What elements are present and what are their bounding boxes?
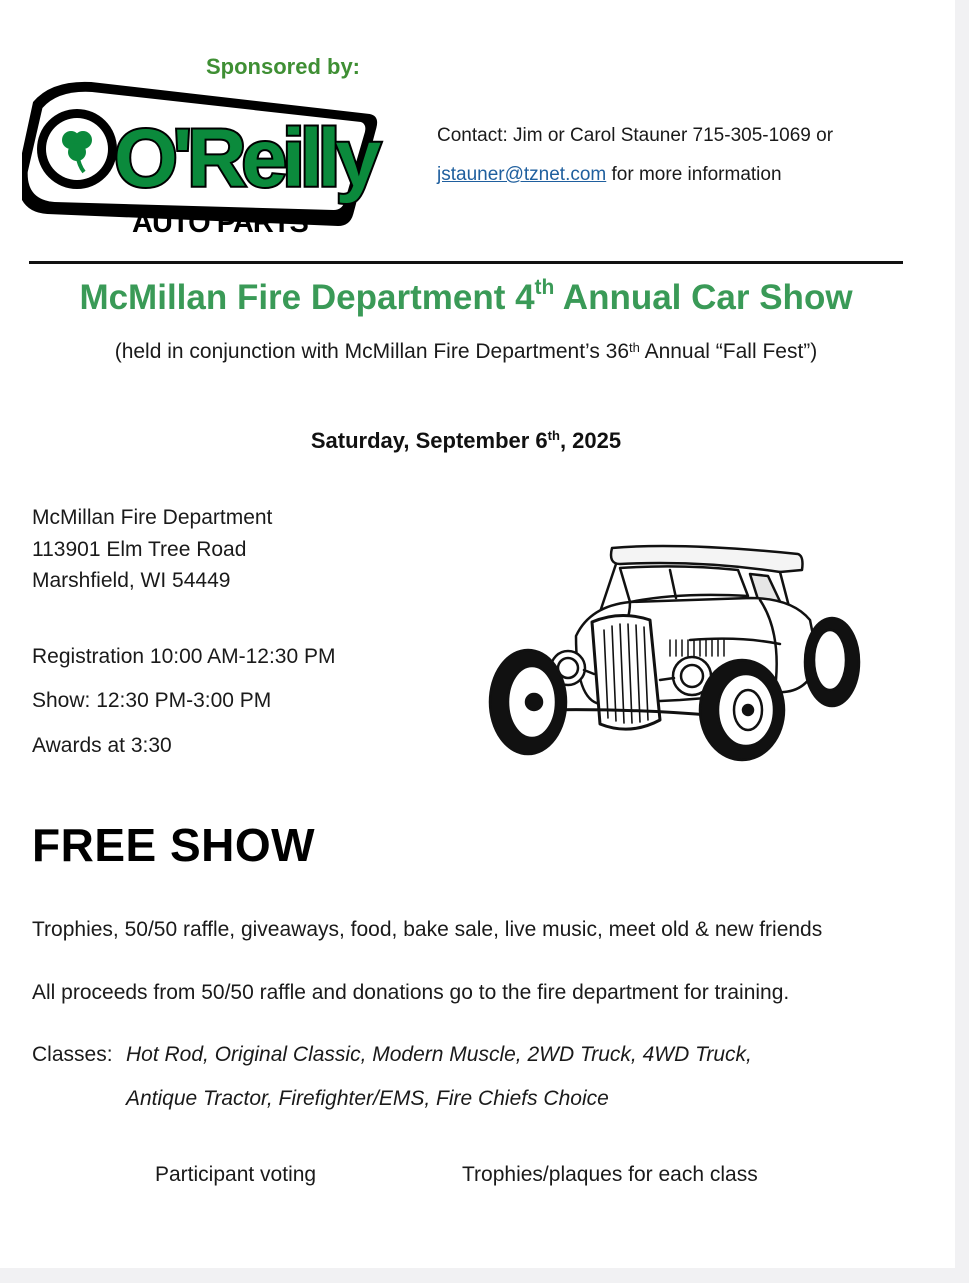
event-title-part2: Annual Car Show bbox=[554, 278, 853, 317]
classes-label: Classes: bbox=[32, 1043, 113, 1066]
event-title bbox=[0, 278, 932, 318]
classes-line-1: Hot Rod, Original Classic, Modern Muscle, 2WD Truck, 4WD Truck, bbox=[126, 1043, 752, 1066]
contact-line: Contact: Jim or Carol Stauner 715-305-1069 or bbox=[437, 125, 834, 146]
event-title-part1: McMillan Fire Department 4 bbox=[79, 278, 535, 317]
trophies-each-class: Trophies/plaques for each class bbox=[462, 1163, 758, 1186]
contact-email-line bbox=[437, 164, 782, 186]
event-subtitle-part1: (held in conjunction with McMillan Fire Department’s 36 bbox=[114, 340, 630, 363]
event-title-sup: th bbox=[534, 276, 555, 299]
show-time: Show: 12:30 PM-3:00 PM bbox=[32, 689, 272, 712]
header-divider bbox=[29, 261, 903, 264]
contact-email-link[interactable]: jstauner@tznet.com bbox=[437, 164, 607, 185]
event-date-part1: Saturday, September 6 bbox=[310, 428, 548, 453]
proceeds-line: All proceeds from 50/50 raffle and donations go to the fire department for training. bbox=[32, 981, 790, 1004]
event-subtitle bbox=[0, 340, 932, 364]
free-show-heading: FREE SHOW bbox=[32, 819, 316, 871]
features-line: Trophies, 50/50 raffle, giveaways, food, bake sale, live music, meet old & new friends bbox=[32, 918, 823, 941]
oreilly-logo bbox=[22, 74, 387, 239]
event-date-sup: th bbox=[547, 428, 560, 443]
event-subtitle-sup: th bbox=[629, 340, 640, 355]
sponsored-by-heading: Sponsored by: bbox=[206, 54, 361, 79]
registration-time: Registration 10:00 AM-12:30 PM bbox=[32, 645, 336, 668]
contact-email-suffix: for more information bbox=[606, 164, 782, 185]
classes-line-2: Antique Tractor, Firefighter/EMS, Fire Chiefs Choice bbox=[126, 1087, 609, 1110]
address-line-2: 113901 Elm Tree Road bbox=[32, 538, 247, 561]
event-date bbox=[0, 428, 932, 454]
event-subtitle-part2: Annual “Fall Fest”) bbox=[639, 340, 818, 363]
address-line-1: McMillan Fire Department bbox=[32, 506, 273, 529]
event-date-part2: , 2025 bbox=[559, 428, 622, 453]
awards-time: Awards at 3:30 bbox=[32, 734, 172, 757]
hot-rod-car-illustration bbox=[480, 540, 865, 765]
address-line-3: Marshfield, WI 54449 bbox=[32, 569, 231, 592]
participant-voting: Participant voting bbox=[155, 1163, 317, 1186]
logo-wordmark: O'Reilly bbox=[114, 113, 377, 204]
logo-subtitle: AUTO PARTS bbox=[132, 207, 308, 239]
